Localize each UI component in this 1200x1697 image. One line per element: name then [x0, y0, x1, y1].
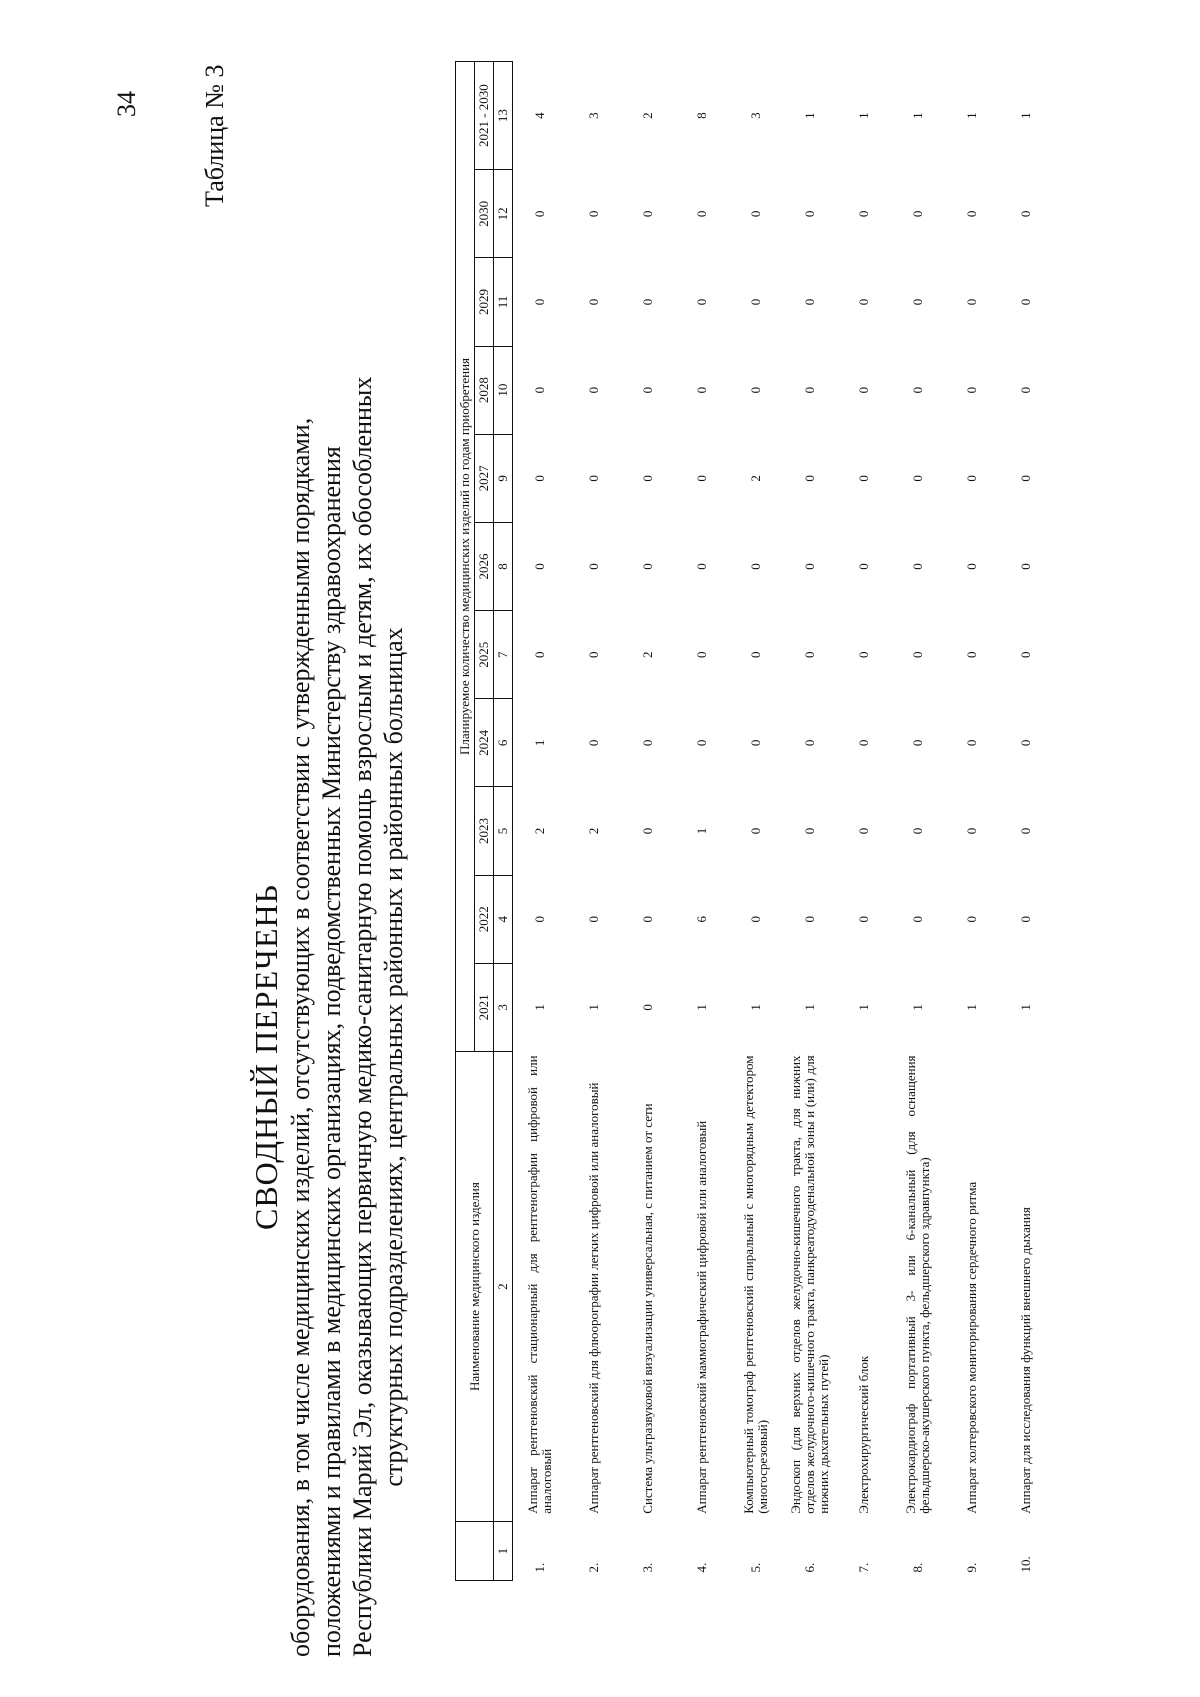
row-number: 2. [585, 1562, 601, 1573]
quantity-cell: 0 [909, 651, 925, 658]
quantity-cell: 0 [747, 915, 763, 923]
quantity-cell: 0 [909, 563, 925, 570]
table-row [621, 62, 675, 1581]
subtitle-line: положениями и правилами в медицинских организациях, подведомственных Министерству здравоохранения [317, 446, 346, 1657]
header-year-cell: 2030 [475, 170, 494, 258]
header-planned-group: Планируемое количество медицинских изделий по годам приобретения [456, 62, 475, 1052]
device-name: Аппарат холтеровского мониторирования сердечного ритма [963, 1181, 979, 1514]
header-year-cell: 2028 [475, 346, 494, 434]
quantity-cell: 0 [963, 563, 979, 570]
quantity-cell: 0 [747, 210, 763, 218]
quantity-cell: 1 [1017, 1004, 1033, 1011]
header-year-cell: 2023 [475, 787, 494, 875]
quantity-cell: 2 [639, 112, 655, 119]
header-column-number: 13 [494, 62, 513, 170]
quantity-cell: 3 [585, 112, 601, 119]
header-column-number: 10 [494, 346, 513, 434]
page-number: 34 [112, 91, 141, 117]
quantity-cell: 0 [1017, 563, 1033, 570]
quantity-cell: 0 [531, 210, 547, 218]
quantity-cell: 0 [531, 651, 547, 658]
document-title: СВОДНЫЙ ПЕРЕЧЕНЬ [248, 884, 284, 1230]
quantity-cell: 0 [1017, 475, 1033, 482]
table-body [513, 62, 1053, 1581]
header-column-number: 7 [494, 611, 513, 699]
quantity-cell: 0 [909, 475, 925, 482]
header-year-cell: 2027 [475, 434, 494, 522]
quantity-cell: 0 [639, 386, 655, 394]
quantity-cell: 0 [639, 298, 655, 306]
quantity-cell: 0 [693, 386, 709, 394]
quantity-cell: 0 [855, 210, 871, 218]
row-number: 8. [909, 1562, 925, 1573]
header-column-number: 9 [494, 434, 513, 522]
quantity-cell: 2 [585, 827, 601, 835]
table-row [783, 62, 837, 1581]
header-year-cell: 2022 [475, 875, 494, 963]
quantity-cell: 0 [1017, 827, 1033, 835]
header-name-column: Наименование медицинского изделия [456, 1051, 494, 1521]
quantity-cell: 1 [531, 739, 547, 747]
quantity-cell: 0 [639, 1004, 655, 1011]
quantity-cell: 0 [1017, 739, 1033, 747]
quantity-cell: 0 [1017, 651, 1033, 658]
row-number: 7. [855, 1562, 871, 1573]
quantity-cell: 0 [747, 739, 763, 747]
header-empty-cell [456, 1522, 494, 1581]
subtitle-line: структурных подразделениях, центральных районных и районных больницах [379, 627, 408, 1487]
quantity-cell: 0 [747, 563, 763, 570]
quantity-cell: 0 [639, 475, 655, 482]
equipment-table [455, 61, 1053, 1581]
quantity-cell: 0 [801, 739, 817, 747]
quantity-cell: 0 [585, 475, 601, 482]
quantity-cell: 0 [909, 739, 925, 747]
quantity-cell: 0 [531, 386, 547, 394]
device-name: Аппарат для исследования функций внешнего дыхания [1017, 1207, 1033, 1514]
quantity-cell: 0 [585, 651, 601, 658]
quantity-cell: 0 [747, 827, 763, 835]
table-row [837, 62, 891, 1581]
row-number: 9. [963, 1562, 979, 1573]
header-column-number: 11 [494, 258, 513, 346]
header-year-cell: 2021 [475, 963, 494, 1051]
table-label: Таблица № 3 [200, 64, 229, 207]
header-year-cell: 2024 [475, 699, 494, 787]
quantity-cell: 1 [909, 112, 925, 119]
header-year-cell: 2025 [475, 611, 494, 699]
quantity-cell: 0 [693, 210, 709, 218]
header-column-number: 2 [494, 1051, 513, 1521]
quantity-cell: 0 [963, 210, 979, 218]
quantity-cell: 0 [639, 827, 655, 835]
table-row [567, 62, 621, 1581]
quantity-cell: 1 [855, 112, 871, 119]
quantity-cell: 2 [531, 827, 547, 835]
row-number: 10. [1017, 1556, 1033, 1573]
quantity-cell: 0 [963, 915, 979, 923]
quantity-cell: 0 [855, 827, 871, 835]
quantity-cell: 0 [747, 298, 763, 306]
quantity-cell: 1 [855, 1004, 871, 1011]
quantity-cell: 0 [909, 915, 925, 923]
subtitle-line: оборудования, в том числе медицинских изделий, отсутствующих в соответствии с утвержденными порядками, [286, 417, 315, 1657]
table-row [999, 62, 1053, 1581]
device-name: Электрохирургический блок [855, 1355, 871, 1514]
quantity-cell: 0 [639, 739, 655, 747]
quantity-cell: 0 [855, 651, 871, 658]
quantity-cell: 1 [585, 1004, 601, 1011]
table-row [945, 62, 999, 1581]
quantity-cell: 1 [801, 1004, 817, 1011]
quantity-cell: 0 [801, 210, 817, 218]
quantity-cell: 0 [693, 298, 709, 306]
header-column-number: 8 [494, 522, 513, 610]
document-subtitle [285, 376, 409, 1657]
quantity-cell: 0 [801, 915, 817, 923]
quantity-cell: 0 [855, 386, 871, 394]
quantity-cell: 6 [693, 915, 709, 923]
quantity-cell: 1 [1017, 112, 1033, 119]
quantity-cell: 0 [855, 475, 871, 482]
quantity-cell: 0 [909, 298, 925, 306]
header-column-number: 6 [494, 699, 513, 787]
quantity-cell: 1 [531, 1004, 547, 1011]
quantity-cell: 1 [747, 1004, 763, 1011]
quantity-cell: 0 [639, 210, 655, 218]
quantity-cell: 0 [963, 827, 979, 835]
quantity-cell: 1 [693, 827, 709, 835]
quantity-cell: 0 [909, 386, 925, 394]
quantity-cell: 0 [855, 915, 871, 923]
quantity-cell: 0 [801, 651, 817, 658]
header-column-number: 4 [494, 875, 513, 963]
quantity-cell: 0 [855, 298, 871, 306]
quantity-cell: 1 [909, 1004, 925, 1011]
quantity-cell: 0 [693, 739, 709, 747]
row-number: 1. [531, 1562, 547, 1573]
header-column-number: 1 [494, 1522, 513, 1581]
quantity-cell: 1 [801, 112, 817, 119]
quantity-cell: 0 [531, 298, 547, 306]
quantity-cell: 1 [963, 112, 979, 119]
quantity-cell: 0 [585, 739, 601, 747]
quantity-cell: 0 [693, 563, 709, 570]
quantity-cell: 0 [963, 739, 979, 747]
quantity-cell: 0 [531, 915, 547, 923]
table-row [513, 62, 567, 1581]
quantity-cell: 0 [963, 386, 979, 394]
quantity-cell: 0 [585, 563, 601, 570]
device-name: Аппарат рентгеновский стационарный для рентгенографии цифровой или аналоговый [524, 1055, 554, 1514]
header-year-cell: 2021 - 2030 [475, 62, 494, 170]
device-name: Компьютерный томограф рентгеновский спиральный с многорядным детектором (многосрезовый) [740, 1055, 770, 1514]
quantity-cell: 0 [909, 210, 925, 218]
quantity-cell: 0 [1017, 386, 1033, 394]
quantity-cell: 0 [963, 475, 979, 482]
quantity-cell: 0 [585, 210, 601, 218]
quantity-cell: 0 [747, 386, 763, 394]
quantity-cell: 2 [639, 651, 655, 658]
device-name: Электрокардиограф портативный 3- или 6-канальный (для оснащения фельдшерско-акушерского пункта, фельдшерского здравпункта) [902, 1055, 932, 1514]
row-number: 6. [801, 1562, 817, 1573]
table-row [729, 62, 783, 1581]
quantity-cell: 0 [801, 475, 817, 482]
row-number: 5. [747, 1562, 763, 1573]
quantity-cell: 0 [801, 563, 817, 570]
quantity-cell: 0 [693, 651, 709, 658]
row-number: 4. [693, 1562, 709, 1573]
header-column-numbers [494, 62, 513, 1581]
quantity-cell: 0 [585, 386, 601, 394]
device-name: Аппарат рентгеновский для флюорографии легких цифровой или аналоговый [585, 1082, 601, 1514]
quantity-cell: 0 [1017, 210, 1033, 218]
quantity-cell: 0 [639, 915, 655, 923]
table-row [891, 62, 945, 1581]
device-name: Система ультразвуковой визуализации универсальная, с питанием от сети [639, 1103, 655, 1514]
quantity-cell: 0 [693, 475, 709, 482]
header-year-cell: 2029 [475, 258, 494, 346]
device-name: Аппарат рентгеновский маммографический цифровой или аналоговый [693, 1120, 709, 1514]
subtitle-line: Республики Марий Эл, оказывающих первичную медико-санитарную помощь взрослым и детям, их обособленных [348, 376, 377, 1657]
quantity-cell: 1 [693, 1004, 709, 1011]
quantity-cell: 0 [639, 563, 655, 570]
row-number: 3. [639, 1562, 655, 1573]
quantity-cell: 0 [801, 386, 817, 394]
header-column-number: 5 [494, 787, 513, 875]
quantity-cell: 0 [909, 827, 925, 835]
quantity-cell: 2 [747, 475, 763, 482]
table-row [675, 62, 729, 1581]
header-year-cell: 2026 [475, 522, 494, 610]
quantity-cell: 0 [1017, 298, 1033, 306]
device-name: Эндоскоп (для верхних отделов желудочно-кишечного тракта, для нижних отделов желудочного-кишечного тракта, панкреатодуоденальной зоны и (или) для нижних дыхательных путей) [787, 1055, 831, 1514]
quantity-cell: 0 [531, 563, 547, 570]
quantity-cell: 0 [855, 563, 871, 570]
quantity-cell: 0 [585, 298, 601, 306]
quantity-cell: 0 [963, 298, 979, 306]
header-column-number: 3 [494, 963, 513, 1051]
quantity-cell: 0 [963, 651, 979, 658]
quantity-cell: 0 [1017, 915, 1033, 923]
quantity-cell: 0 [801, 298, 817, 306]
quantity-cell: 8 [693, 112, 709, 119]
quantity-cell: 0 [585, 915, 601, 923]
quantity-cell: 0 [855, 739, 871, 747]
quantity-cell: 1 [963, 1004, 979, 1011]
quantity-cell: 3 [747, 112, 763, 119]
quantity-cell: 0 [747, 651, 763, 658]
header-column-number: 12 [494, 170, 513, 258]
quantity-cell: 0 [531, 475, 547, 482]
quantity-cell: 0 [801, 827, 817, 835]
quantity-cell: 4 [531, 112, 547, 119]
